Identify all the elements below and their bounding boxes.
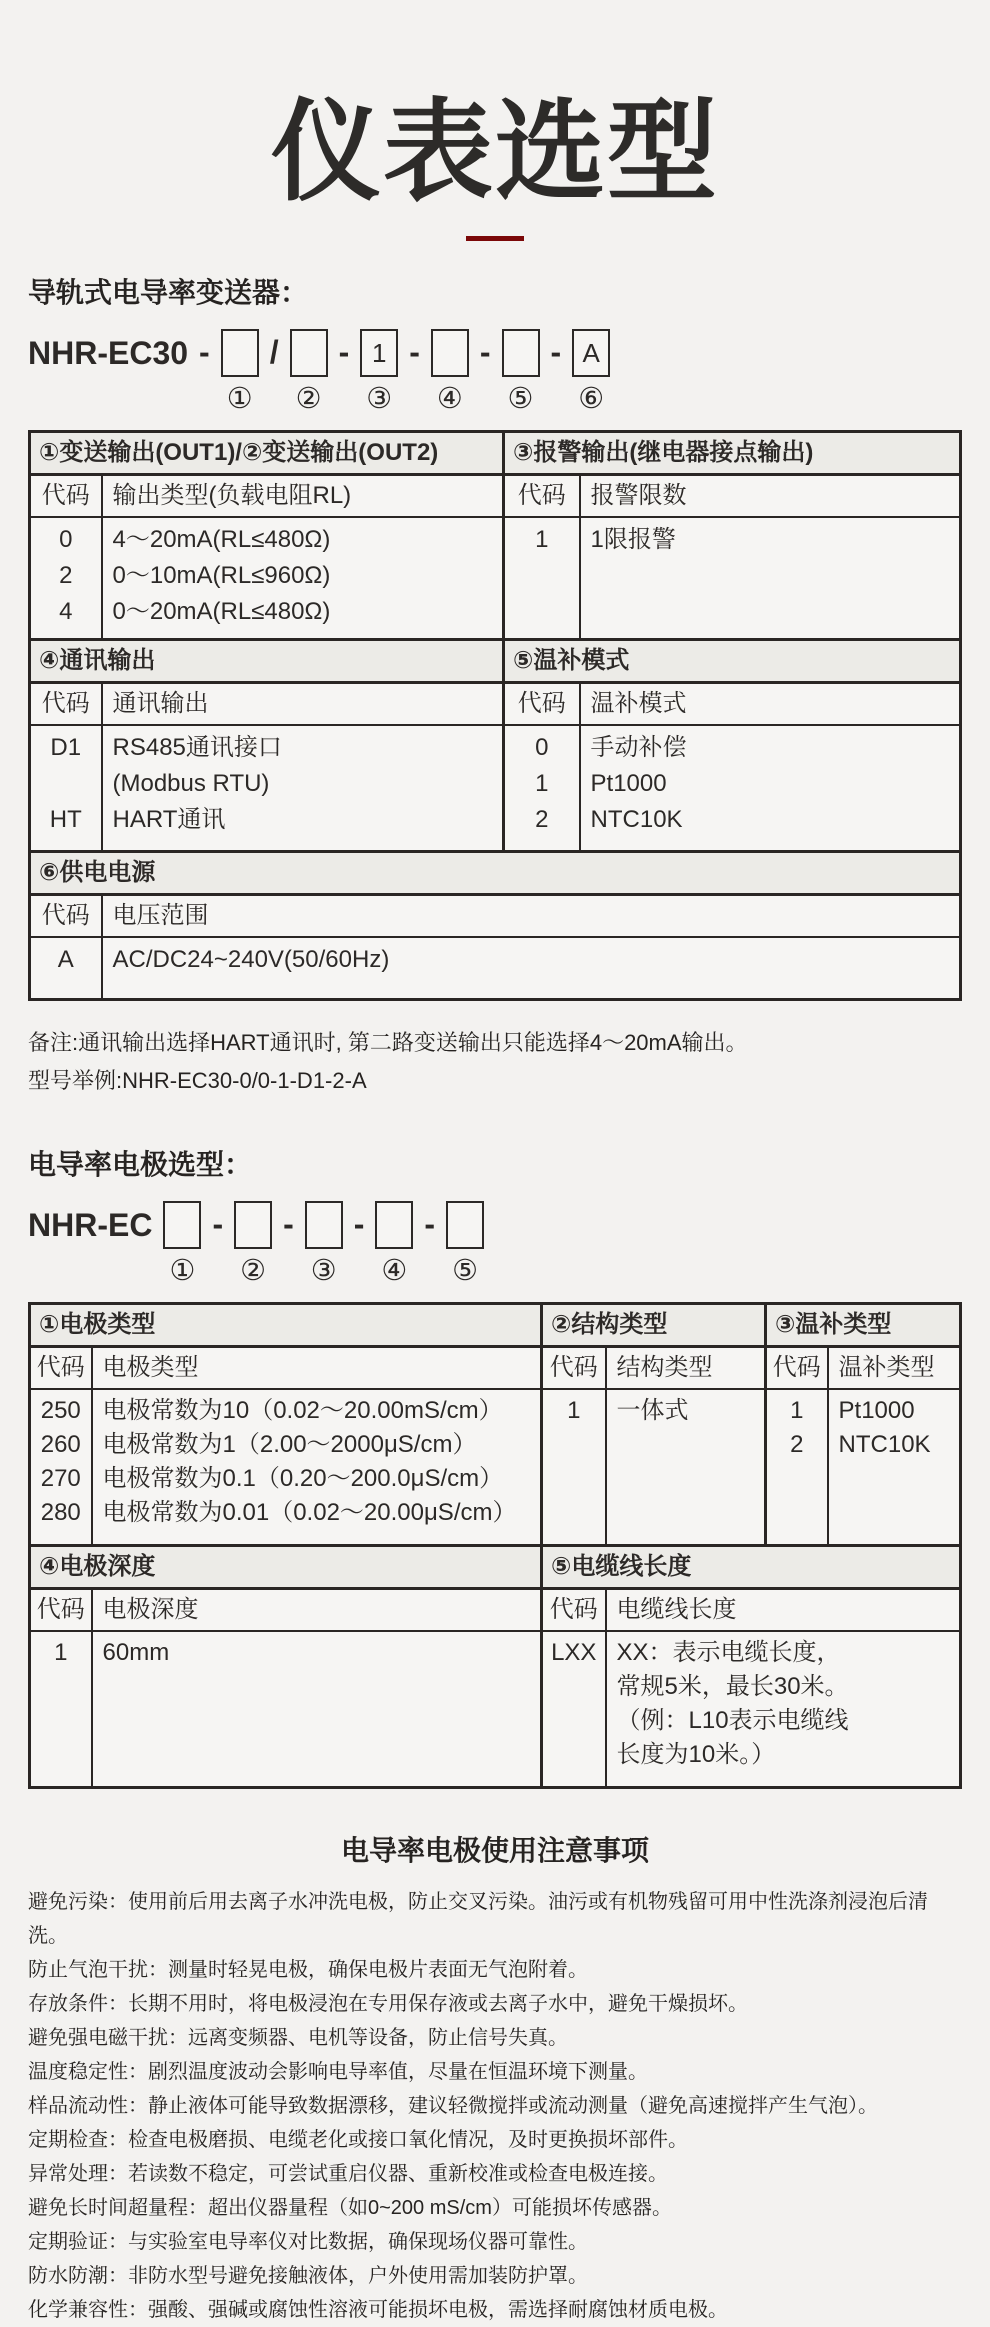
model-slot-4 [431,329,469,416]
comm-label-cell: 通讯输出 [102,682,504,725]
model-index-1: ① [226,382,253,415]
section-header-tempcomp: ③温补类型 [766,1303,961,1346]
alarm-label-cell: 报警限数 [580,474,961,517]
alarm-codes-cell [504,517,580,640]
table-body-row [30,1389,961,1546]
note-item: 异常处理：若读数不稳定，可尝试重启仪器、重新校准或检查电极连接。 [28,2162,668,2185]
table-header-row [30,851,961,894]
desc-value: NTC10K [590,805,683,833]
desc-value: 电极常数为1（2.00～2000μS/cm） [102,1430,477,1458]
note-item: 防止气泡干扰：测量时轻晃电极，确保电极片表面无气泡附着。 [28,1958,588,1981]
model-index-5: ⑤ [507,382,534,415]
table-subheader-row [30,474,961,517]
model-separator: - [283,1205,294,1242]
code-value: 0 [59,525,73,553]
desc-value: XX：表示电缆长度， [616,1638,841,1666]
note-item: 防水防潮：非防水型号避免接触液体，户外使用需加装防护罩。 [28,2264,588,2287]
code-value: 1 [54,1638,68,1666]
table-body-row [30,517,961,640]
model-separator: - [199,333,210,370]
out-type-label-cell: 输出类型(负载电阻RL) [102,474,504,517]
power-codes-cell [30,937,102,1000]
temp-descs-cell [580,725,961,852]
transmitter-section-heading: 导轨式电导率变送器： [28,276,309,308]
depth-descs-cell [92,1631,542,1788]
code-label-cell: 代码 [30,474,102,517]
code-value: 280 [40,1498,81,1526]
model-separator: - [353,1205,365,1242]
temp-label-cell: 温补模式 [580,682,961,725]
comm-descs-cell [102,725,504,852]
alarm-descs-cell [580,517,961,640]
model-prefix: NHR-EC30 [28,334,189,371]
section-header-power: ⑥供电电源 [30,851,961,894]
model-separator: - [338,333,350,370]
power-label-cell: 电压范围 [102,894,961,937]
code-label-cell: 代码 [30,894,102,937]
code-value: 2 [535,805,549,833]
out-descs-cell [102,517,504,640]
model-box-2 [290,329,328,377]
model-separator: - [212,1205,224,1242]
table-header-row [30,1545,961,1588]
code-value [33,766,99,802]
model-box-6: A [572,329,610,377]
note-item: 样品流动性：静止液体可能导致数据漂移，建议轻微搅拌或流动测量（避免高速搅拌产生气泡）。 [28,2094,878,2117]
table-body-row [30,937,961,1000]
desc-value: AC/DC24~240V(50/60Hz) [112,945,390,973]
temp-codes-cell [504,725,580,852]
desc-value: (Modbus RTU) [112,769,270,797]
model-slot-2 [234,1201,272,1288]
desc-value: NTC10K [838,1430,931,1458]
table-subheader-row [30,894,961,937]
note-item: 避免长时间超量程：超出仪器量程（如0~200 mS/cm）可能损坏传感器。 [28,2196,672,2219]
struct-descs-cell [606,1389,766,1546]
code-value: 2 [59,561,73,589]
desc-value: 1限报警 [590,525,676,553]
desc-value: （例：L10表示电缆线 [616,1706,849,1734]
model-slot-3 [360,329,398,416]
note-item: 存放条件：长期不用时，将电极浸泡在专用保存液或去离子水中，避免干燥损坏。 [28,1992,748,2015]
model-index-3: ③ [310,1254,337,1287]
model-index-2: ② [240,1254,267,1287]
section-header-type: ①电极类型 [30,1303,542,1346]
code-value: 0 [535,733,549,761]
cable-descs-cell [606,1631,961,1788]
transmitter-selection-table [28,430,962,1001]
depth-codes-cell [30,1631,92,1788]
struct-codes-cell [542,1389,606,1546]
table-body-row [30,1631,961,1788]
section-header-cable: ⑤电缆线长度 [542,1545,961,1588]
note-item: 温度稳定性：剧烈温度波动会影响电导率值，尽量在恒温环境下测量。 [28,2060,648,2083]
model-slot-5 [502,329,540,416]
model-index-1: ① [169,1254,196,1287]
type-label-cell: 电极类型 [92,1346,542,1389]
electrode-selection-table [28,1302,962,1789]
code-label-cell: 代码 [30,682,102,725]
electrode-model-code [28,1201,962,1288]
model-box-4 [431,329,469,377]
code-value: 270 [40,1464,81,1492]
model-slot-3 [305,1201,343,1288]
comm-codes-cell [30,725,102,852]
cable-label-cell: 电缆线长度 [606,1588,961,1631]
section-header-alarm: ③报警输出(继电器接点输出) [504,431,961,474]
section-header-temp: ⑤温补模式 [504,639,961,682]
code-label-cell: 代码 [504,682,580,725]
code-value: 1 [535,769,549,797]
code-label-cell: 代码 [766,1346,828,1389]
code-value: D1 [50,733,82,761]
table-subheader-row [30,682,961,725]
desc-value: 手动补偿 [590,733,687,761]
code-value: 1 [790,1396,804,1424]
transmitter-model-code [28,329,962,416]
desc-value: 0～10mA(RL≤960Ω) [112,561,331,589]
type-codes-cell [30,1389,92,1546]
notes-heading: 电导率电极使用注意事项 [340,1834,649,1866]
cable-codes-cell [542,1631,606,1788]
out-codes-cell [30,517,102,640]
model-box-1 [163,1201,201,1249]
model-box-3: 1 [360,329,398,377]
note-item: 避免强电磁干扰：远离变频器、电机等设备，防止信号失真。 [28,2026,568,2049]
table-body-row [30,725,961,852]
model-index-3: ③ [366,382,393,415]
desc-value: 电极常数为0.01（0.02～20.00μS/cm） [102,1498,517,1526]
model-separator: - [550,333,562,370]
code-label-cell: 代码 [30,1346,92,1389]
code-value: 1 [567,1396,581,1424]
model-slot-4 [375,1201,413,1288]
desc-value: 常规5米，最长30米。 [616,1672,849,1700]
remark-note: 备注:通讯输出选择HART通讯时, 第二路变送输出只能选择4～20mA输出。 [28,1029,748,1055]
notes-list [28,1885,962,2327]
note-item: 避免污染：使用前后用去离子水冲洗电极，防止交叉污染。油污或有机物残留可用中性洗涤剂浸泡后清洗。 [28,1890,928,1947]
model-slot-6 [572,329,610,416]
page-title: 仪表选型 [271,91,719,214]
code-value: HT [49,805,82,833]
model-index-2: ② [295,382,322,415]
desc-value: RS485通讯接口 [112,733,282,761]
section-header-comm: ④通讯输出 [30,639,504,682]
note-item: 化学兼容性：强酸、强碱或腐蚀性溶液可能损坏电极，需选择耐腐蚀材质电极。 [28,2298,728,2321]
code-value: LXX [551,1638,597,1666]
note-item: 定期检查：检查电极磨损、电缆老化或接口氧化情况，及时更换损坏部件。 [28,2128,688,2151]
section-header-struct: ②结构类型 [542,1303,766,1346]
model-box-4 [375,1201,413,1249]
code-value: A [57,945,74,973]
code-value: 1 [535,525,549,553]
code-value: 250 [40,1396,81,1424]
model-separator: - [424,1205,436,1242]
section-header-out: ①变送输出(OUT1)/②变送输出(OUT2) [30,431,504,474]
struct-label-cell: 结构类型 [606,1346,766,1389]
model-index-4: ④ [381,1254,408,1287]
model-example: 型号举例:NHR-EC30-0/0-1-D1-2-A [28,1067,367,1093]
depth-label-cell: 电极深度 [92,1588,542,1631]
model-index-6: ⑥ [578,382,605,415]
desc-value: 电极常数为10（0.02～20.00mS/cm） [102,1396,503,1424]
desc-value: 电极常数为0.1（0.20～200.0μS/cm） [102,1464,504,1492]
model-box-5 [502,329,540,377]
model-box-3 [305,1201,343,1249]
power-descs-cell [102,937,961,1000]
model-slot-1 [163,1201,201,1288]
table-header-row [30,639,961,682]
model-box-5 [446,1201,484,1249]
code-value: 2 [790,1430,804,1458]
title-divider [466,236,524,241]
tempcomp-descs-cell [828,1389,961,1546]
code-value: 260 [40,1430,81,1458]
electrode-section-heading: 电导率电极选型： [28,1148,253,1180]
desc-value: HART通讯 [112,805,226,833]
desc-value: Pt1000 [590,769,667,797]
tempcomp-label-cell: 温补类型 [828,1346,961,1389]
code-label-cell: 代码 [30,1588,92,1631]
model-separator: - [409,333,420,370]
code-label-cell: 代码 [542,1588,606,1631]
table-subheader-row [30,1588,961,1631]
desc-value: 0～20mA(RL≤480Ω) [112,597,331,625]
section-header-depth: ④电极深度 [30,1545,542,1588]
model-index-4: ④ [436,382,463,415]
table-header-row [30,1303,961,1346]
model-slot-2 [290,329,328,416]
model-prefix: NHR-EC [28,1206,153,1243]
model-box-1 [221,329,259,377]
note-item: 定期验证：与实验室电导率仪对比数据，确保现场仪器可靠性。 [28,2230,588,2253]
model-index-5: ⑤ [452,1254,479,1287]
table-header-row [30,431,961,474]
desc-value: 4～20mA(RL≤480Ω) [112,525,331,553]
type-descs-cell [92,1389,542,1546]
desc-value: 一体式 [616,1396,689,1424]
desc-value: 长度为10米。） [616,1740,776,1768]
code-label-cell: 代码 [542,1346,606,1389]
desc-value: 60mm [102,1638,170,1666]
model-separator: / [269,333,279,370]
model-slot-1 [221,329,259,416]
tempcomp-codes-cell [766,1389,828,1546]
model-separator: - [479,333,491,370]
table-subheader-row [30,1346,961,1389]
code-label-cell: 代码 [504,474,580,517]
code-value: 4 [59,597,73,625]
model-slot-5 [446,1201,484,1288]
desc-value: Pt1000 [838,1396,915,1424]
model-box-2 [234,1201,272,1249]
